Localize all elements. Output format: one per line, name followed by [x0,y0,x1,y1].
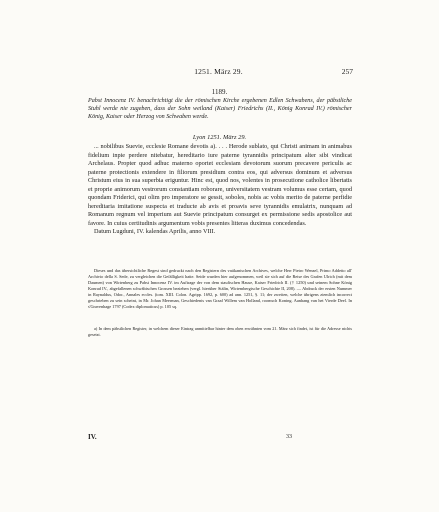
notes-paragraph: Dieses und das übersichtliche Regest sind gedruckt nach den Registern des vatikanischen Archives, welche Herr Pietro Wenzel, Primo Addetto all' Archivio della S. Sede, zu vergleichen die Gefälligkeit hatte. Seide wurden hier aufgenommen, weil sie sich auf die Reise des Grafen Ulrich (mit dem Daumen) von Wirtenberg zu Pabst Innocenz IV. im Auftrage der von dem staufischen Hause, Kaiser Friedrich II. († 1250) und seinem Sohne König Konrad IV., abgefallenen schwäbischen Grossen beziehen (vergl. hierüber Stälin, Wirtembergische Geschichte II, 208). — Abdruck der ersten Nummer in Raynaldus, Odor., Annales eccles. (tom. XIII. Colon. Agripp. 1692, p. 600) ad ann. 1251, §. 11; der zweiten, welche übrigens ziemlich incorrect geschrieben zu sein scheint, in Mr. Johan Meerman, Geschiedenis van Graaf Willem van Holland, roomsch Koning. Aanhang van het Vierde Deel. In s'Gravenhage 1797 (Codex diplomaticus) p. 105 sq. [88,268,352,309]
footnote-text: a) In dem päbstlichen Register, in welchem dieser Eintrag unmittelbar hinter dem oben erwähnten vom 21. März sich findet, ist für die Adresse nichts gesetzt. [88,326,352,337]
volume-number: IV. [88,433,97,441]
document-number: 1189. [211,88,228,96]
document-summary: Pabst Innocenz IV. benachrichtigt die der römischen Kirche ergebenen Edlen Schwabens, der päbstliche Stuhl werde nie zugeben, dass der Sohn weiland (Kaiser) Friedrichs (II., König Konrad IV.) römischer König, Kaiser oder Herzog von Schwaben werde. [88,98,352,121]
header-title: 1251. März 29. [194,67,243,76]
footnote [88,326,352,337]
signature-mark: 33 [286,434,292,440]
editorial-notes [88,268,352,310]
document-body [88,143,352,237]
place-date: Lyon 1251. März 29. [192,134,247,141]
page-number: 257 [341,67,353,76]
running-header [84,67,353,79]
dating-clause: Datum Lugduni, IV. kalendas Aprilis, anno VIII. [94,228,216,236]
body-paragraph: ... nobilibus Suevie, ecclesie Romane devotis a). . . . Herode sublato, qui Christi animam in animabus fidelium inpie perdere nitebatur, hereditario iure paterne tyrannidis principatum alter sibi vindicat Archelaus. Propter quod adhuc materno oportet ecclesiam devotorum suorum precavere periculis ac paterne protectionis extendere in filiorum presidium contra eos, qui adversus dominum et adversus Christum eius in sua superbia eriguntur. Hinc est, quod nos, volentes in prosecutione catholice libertatis et proprie animorum vestrorum constantiam roborare, universitatem vestram volumus esse certam, quod quondam Friderici, qui olim pro imperatore se gessit, soboles, nobis ac vobis merito de paterne perfidie hereditaria imitatione suspecta et traducte ab avis et proavis seve tyrannidis emulatrix, nunquam ad Romanum regnum vel imperium aut Suevie principatum consurget ex permissione sedis apostolice aut favore. In cuius certitudinis argumentum vobis presentes litteras duximus concedendas. [88,143,352,227]
